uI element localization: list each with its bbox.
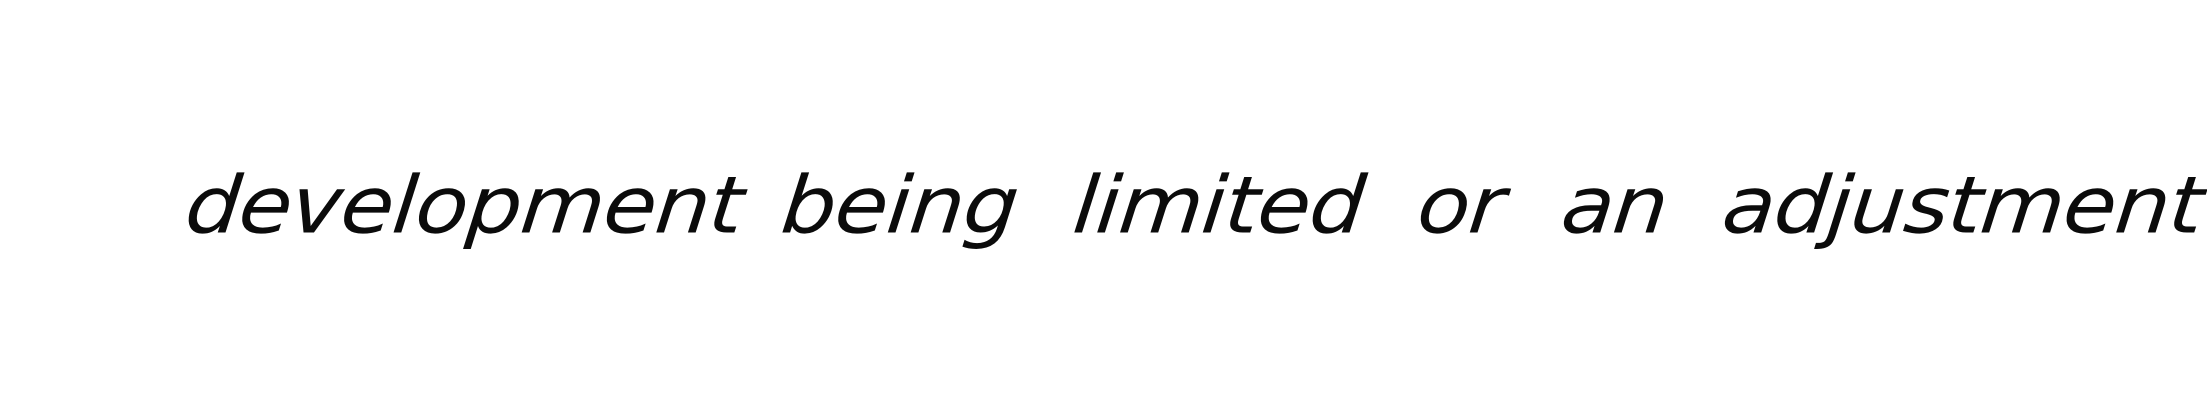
handwritten-word: limited (1068, 160, 1369, 252)
handwritten-word: an (1556, 160, 1672, 252)
handwritten-word: being (777, 160, 1023, 252)
handwritten-word: or (1412, 160, 1509, 252)
handwritten-text-line (181, 146, 2207, 266)
handwritten-word: adjustment (1717, 160, 2207, 252)
handwritten-word: development (181, 160, 748, 252)
